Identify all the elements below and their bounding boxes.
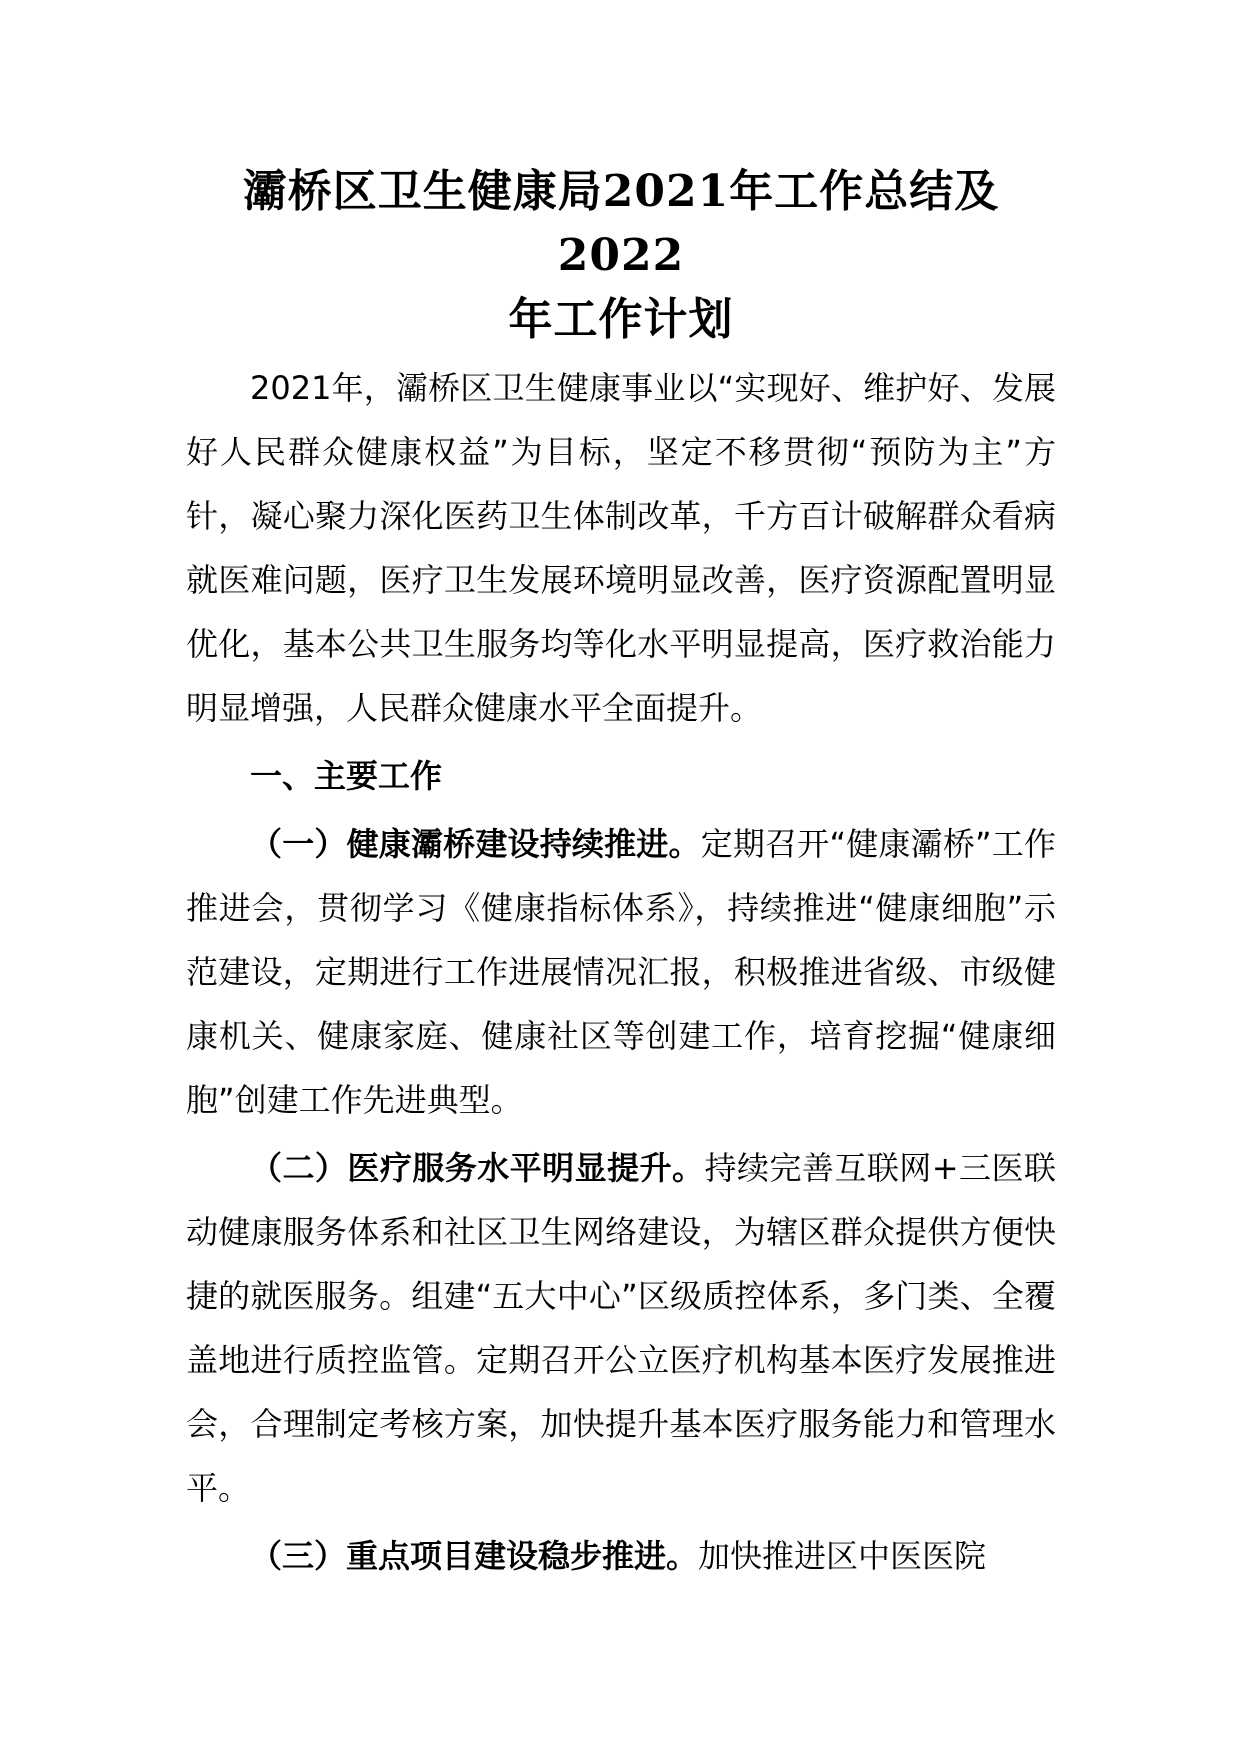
section-heading-main-work: 一、主要工作 (250, 757, 443, 795)
item-heading-2: （二）医疗服务水平明显提升。 (250, 1149, 705, 1187)
item-body-2: 持续完善互联网+三医联动健康服务体系和社区卫生网络建设，为辖区群众提供方便快捷的就医服务。组建“五大中心”区级质控体系，多门类、全覆盖地进行质控监管。定期召开公立医疗机构基本医疗发展推进会，合理制定考核方案，加快提升基本医疗服务能力和管理水平。 (186, 1149, 1056, 1507)
item-paragraph-3 (186, 1524, 1056, 1588)
document-content (186, 160, 1056, 1588)
document-title (186, 160, 1056, 352)
item-paragraph-1 (186, 812, 1056, 1132)
item-paragraph-2 (186, 1136, 1056, 1520)
title-line-2: 年工作计划 (508, 294, 734, 345)
item-body-1: 定期召开“健康灞桥”工作推进会，贯彻学习《健康指标体系》，持续推进“健康细胞”示范建设，定期进行工作进展情况汇报，积极推进省级、市级健康机关、健康家庭、健康社区等创建工作，培育挖掘“健康细胞”创建工作先进典型。 (186, 825, 1056, 1119)
item-heading-3: （三）重点项目建设稳步推进。 (250, 1537, 699, 1575)
intro-paragraph: 2021年，灞桥区卫生健康事业以“实现好、维护好、发展好人民群众健康权益”为目标，坚定不移贯彻“预防为主”方针，凝心聚力深化医药卫生体制改革，千方百计破解群众看病就医难问题，医疗卫生发展环境明显改善，医疗资源配置明显优化，基本公共卫生服务均等化水平明显提高，医疗救治能力明显增强，人民群众健康水平全面提升。 (186, 369, 1056, 727)
title-line-1: 灞桥区卫生健康局2021年工作总结及2022 (242, 166, 1000, 281)
item-heading-1: （一）健康灞桥建设持续推进。 (250, 825, 701, 863)
item-body-3: 加快推进区中医医院 (698, 1537, 987, 1575)
